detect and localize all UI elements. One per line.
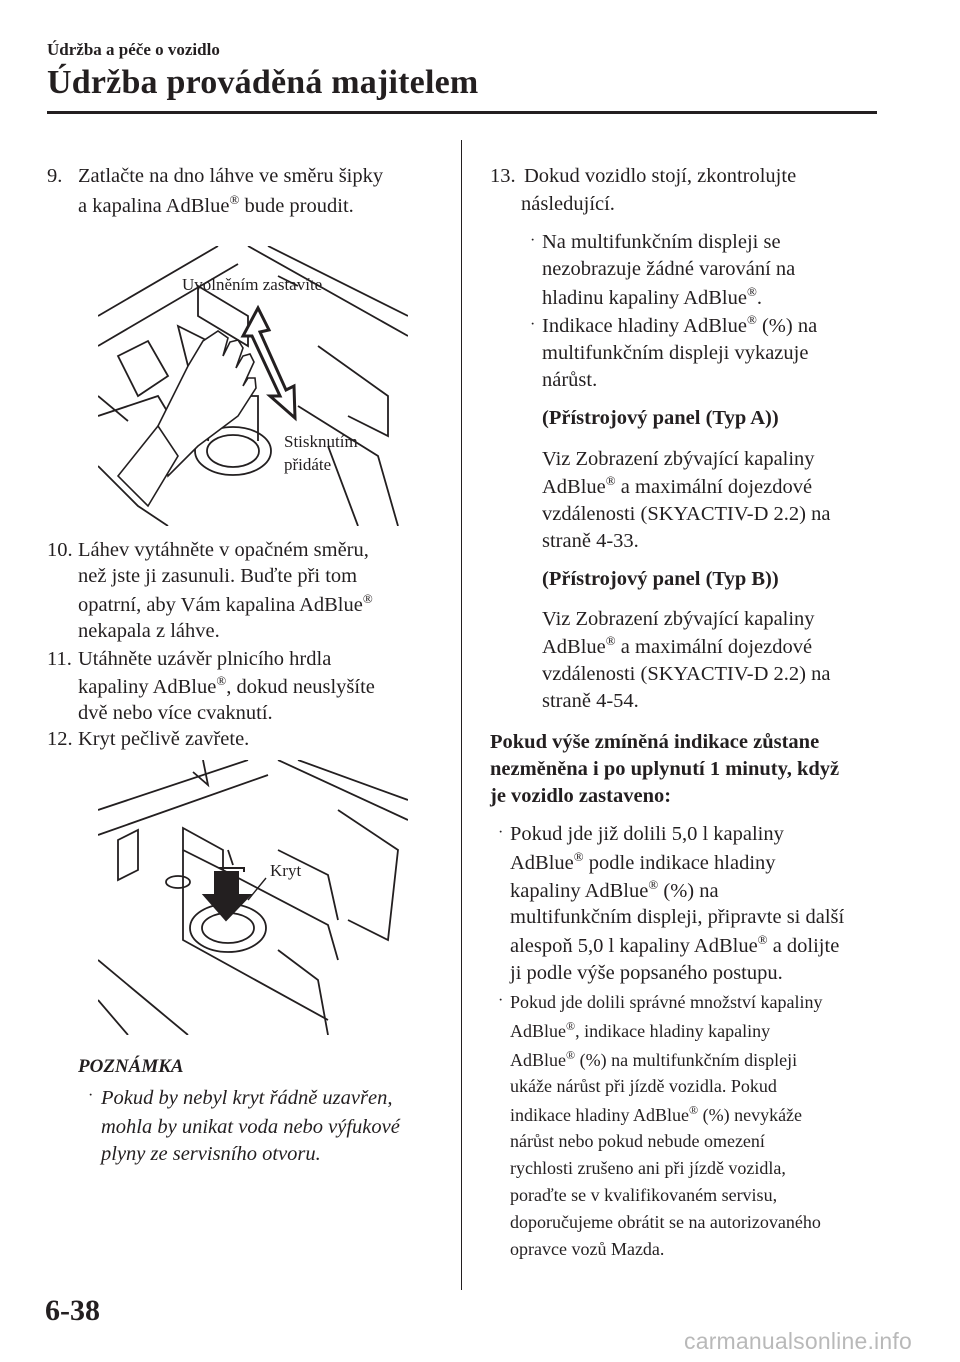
step-10-line-4: nekapala z láhve. (78, 620, 220, 642)
figure-label-press-2: přidáte (284, 455, 332, 474)
step-13-bullet-2-icon: · (530, 316, 536, 333)
figure-cover-close (98, 760, 408, 1035)
step-13-number: 13. (490, 165, 516, 187)
step-13-bullet-1-line-1: Na multifunkčním displeji se (542, 231, 781, 253)
watermark: carmanualsonline.info (684, 1328, 912, 1354)
header-divider (47, 111, 877, 114)
right-bullet-2-line-9: doporučujeme obrátit se na autorizovaného (510, 1212, 821, 1232)
down-arrow-icon (204, 868, 250, 920)
step-13-bullet-2-line-2: multifunkčním displeji vykazuje (542, 342, 809, 364)
page-number: 6-38 (45, 1294, 100, 1327)
step-11-line-2: kapaliny AdBlue®, dokud neuslyšíte (78, 673, 375, 698)
step-12-number: 12. (47, 728, 73, 750)
step-13-bullet-1-line-3: hladinu kapaliny AdBlue®. (542, 284, 762, 309)
right-bullet-2-line-8: poraďte se v kvalifikovaném servisu, (510, 1185, 778, 1205)
note-title: POZNÁMKA (78, 1056, 184, 1077)
panel-b-line-1: Viz Zobrazení zbývající kapaliny (542, 608, 815, 630)
right-bullet-1-line-6: ji podle výše popsaného postupu. (510, 962, 783, 984)
right-bullet-1-line-3: kapaliny AdBlue® (%) na (510, 877, 719, 902)
note-bullet-icon: · (88, 1087, 94, 1104)
right-bullet-2-line-6: nárůst nebo pokud nebude omezení (510, 1131, 765, 1151)
step-9-line-1: Zatlačte na dno láhve ve směru šipky (78, 165, 384, 187)
warning-heading-line-1: Pokud výše zmíněná indikace zůstane (490, 731, 820, 753)
panel-a-line-1: Viz Zobrazení zbývající kapaliny (542, 448, 815, 470)
right-bullet-2-line-3: AdBlue® (%) na multifunkčním displeji (510, 1048, 798, 1070)
right-bullet-1-line-4: multifunkčním displeji, připravte si další (510, 906, 845, 928)
right-bullet-1-icon: · (498, 824, 504, 841)
right-bullet-2-line-10: opravce vozů Mazda. (510, 1239, 665, 1259)
panel-a-line-4: straně 4-33. (542, 530, 639, 552)
note-line-2: mohla by unikat voda nebo výfukové (101, 1116, 400, 1138)
note-line-3: plyny ze servisního otvoru. (101, 1143, 321, 1165)
right-bullet-1-line-2: AdBlue® podle indikace hladiny (510, 849, 776, 874)
panel-b-line-3: vzdálenosti (SKYACTIV-D 2.2) na (542, 663, 831, 685)
panel-a-line-2: AdBlue® a maximální dojezdové (542, 473, 813, 498)
figure-adblue-bottle-press (98, 246, 408, 526)
panel-b-heading: (Přístrojový panel (Typ B)) (542, 568, 779, 590)
figure-label-press-1: Stisknutím (284, 432, 358, 451)
step-10-line-2: než jste ji zasunuli. Buďte při tom (78, 565, 358, 587)
right-bullet-2-line-4: ukáže nárůst při jízdě vozidla. Pokud (510, 1076, 777, 1096)
column-divider (461, 140, 462, 1290)
right-bullet-1-line-5: alespoň 5,0 l kapaliny AdBlue® a dolijte (510, 932, 840, 957)
panel-b-line-2: AdBlue® a maximální dojezdové (542, 633, 813, 658)
right-bullet-2-line-7: rychlosti zrušeno ani při jízdě vozidla, (510, 1158, 786, 1178)
warning-heading-line-2: nezměněna i po uplynutí 1 minuty, když (490, 758, 840, 780)
step-9-number: 9. (47, 165, 63, 187)
step-13-line-1: Dokud vozidlo stojí, zkontrolujte (524, 165, 797, 187)
hand-icon (118, 331, 256, 506)
figure-label-release: Uvolněním zastavíte (182, 275, 323, 294)
step-11-line-3: dvě nebo více cvaknutí. (78, 702, 273, 724)
step-11-number: 11. (47, 648, 72, 670)
right-bullet-2-line-1: Pokud jde dolili správné množství kapaliny (510, 992, 823, 1012)
step-13-bullet-2-line-3: nárůst. (542, 369, 598, 391)
panel-a-line-3: vzdálenosti (SKYACTIV-D 2.2) na (542, 503, 831, 525)
right-bullet-2-line-2: AdBlue®, indikace hladiny kapaliny (510, 1019, 771, 1041)
warning-heading-line-3: je vozidlo zastaveno: (490, 785, 672, 807)
step-10-line-3: opatrní, aby Vám kapalina AdBlue® (78, 591, 373, 616)
page-title: Údržba prováděná majitelem (47, 64, 479, 101)
step-11-line-1: Utáhněte uzávěr plnicího hrdla (78, 648, 332, 670)
step-9-line-2: a kapalina AdBlue® bude proudit. (78, 192, 354, 217)
step-13-bullet-2-line-1: Indikace hladiny AdBlue® (%) na (542, 312, 818, 337)
right-bullet-2-icon: · (498, 992, 504, 1009)
right-bullet-2-line-5: indikace hladiny AdBlue® (%) nevykáže (510, 1103, 803, 1125)
panel-b-line-4: straně 4-54. (542, 690, 639, 712)
section-breadcrumb: Údržba a péče o vozidlo (47, 40, 220, 59)
step-13-line-2: následující. (521, 193, 615, 215)
right-bullet-1-line-1: Pokud jde již dolili 5,0 l kapaliny (510, 823, 784, 845)
step-13-bullet-1-icon: · (530, 232, 536, 249)
step-10-line-1: Láhev vytáhněte v opačném směru, (78, 539, 369, 561)
step-10-number: 10. (47, 539, 73, 561)
figure-label-cover: Kryt (270, 861, 302, 880)
step-13-bullet-1-line-2: nezobrazuje žádné varování na (542, 258, 796, 280)
panel-a-heading: (Přístrojový panel (Typ A)) (542, 407, 779, 429)
note-line-1: Pokud by nebyl kryt řádně uzavřen, (101, 1087, 393, 1109)
step-12-line-1: Kryt pečlivě zavřete. (78, 728, 250, 750)
